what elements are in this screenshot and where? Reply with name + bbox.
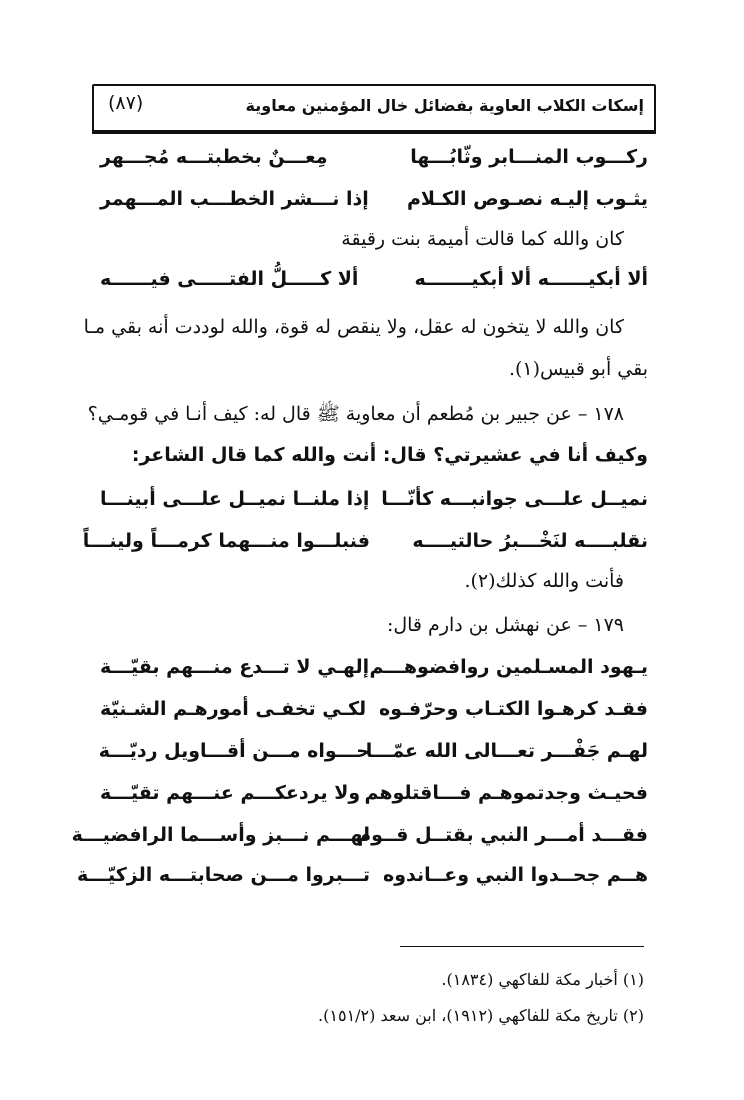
- verse-first-hemistich: نميــل علـــى جوانبـــه كأنّـــا: [381, 488, 648, 510]
- narration-178: ١٧٨ – عن جبير بن مُطعم أن معاوية ﷺ قال له: كيف أنـا في قومـي؟: [87, 403, 624, 425]
- verse-line: [82, 530, 648, 558]
- verse-second-hemistich: فنبلـــوا منـــهما كرمـــاً ولينـــاً: [82, 530, 370, 552]
- body-text-line: كان والله لا يتخون له عقل، ولا ينقص له قوة، والله لوددت أنه بقي مـا: [83, 316, 624, 338]
- verse-line: [100, 698, 648, 726]
- verse-first-hemistich: نقلبــــه لنَخْـــبرُ حالتيــــه: [412, 530, 648, 552]
- verse-first-hemistich: ركـــوب المنـــابر وثّابُـــها: [410, 146, 648, 168]
- verse-first-hemistich: فحيـث وجدتموهـم فـــاقتلوهم: [364, 782, 648, 804]
- verse-second-hemistich: تـــبروا مـــن صحابتـــه الزكيّـــة: [76, 864, 370, 886]
- verse-second-hemistich: إذا نـــشر الخطـــب المـــهمر: [100, 188, 369, 210]
- verse-line: [100, 782, 648, 810]
- page-header: [92, 84, 656, 134]
- verse-second-hemistich: لهـــم نـــبز وأســـما الرافضيـــة: [71, 824, 370, 846]
- footnote: (٢) تاريخ مكة للفاكهي (١٩١٢)، ابن سعد (١٥١/٢).: [318, 1006, 644, 1025]
- verse-second-hemistich: إلهـي لا تـــدع منـــهم بقيّـــة: [100, 656, 370, 678]
- page-number: (٨٧): [108, 92, 144, 114]
- verse-second-hemistich: ألا كـــــلُّ الفتـــــى فيــــــه: [100, 268, 359, 290]
- verse-first-hemistich: هــم جحــدوا النبي وعــاندوه: [382, 864, 648, 886]
- verse-line: [71, 824, 648, 852]
- verse-first-hemistich: فقـــد أمـــر النبي بقتــل قــوم: [357, 824, 648, 846]
- verse-line: [76, 864, 648, 892]
- body-text-line: وكيف أنا في عشيرتي؟ قال: أنت والله كما قال الشاعر:: [131, 444, 648, 466]
- verse-line: [100, 188, 648, 216]
- verse-line: [100, 740, 648, 768]
- verse-line: [100, 656, 648, 684]
- verse-second-hemistich: لكـي تخفـى أمورهـم الشـنيّة: [100, 698, 367, 720]
- verse-line: [100, 488, 648, 516]
- body-text-line: بقي أبو قبيس(١).: [508, 358, 648, 380]
- footnote: (١) أخبار مكة للفاكهي (١٨٣٤).: [441, 970, 644, 989]
- body-text-line: كان والله كما قالت أميمة بنت رقيقة: [341, 228, 624, 250]
- verse-line: [100, 268, 648, 296]
- body-text-line: فأنت والله كذلك(٢).: [464, 570, 624, 592]
- verse-first-hemistich: لهـم جَفْـــر تعـــالى الله عمّـــا: [365, 740, 648, 762]
- narration-179: ١٧٩ – عن نهشل بن دارم قال:: [386, 614, 624, 636]
- running-title: إسكات الكلاب العاوية بفضائل خال المؤمنين معاوية: [245, 96, 644, 115]
- footnote-separator: [400, 946, 644, 947]
- verse-second-hemistich: إذا ملنــا نميــل علـــى أبينـــا: [100, 488, 370, 510]
- verse-first-hemistich: يثـوب إليـه نصـوص الكـلام: [406, 188, 648, 210]
- verse-line: [100, 146, 648, 174]
- verse-second-hemistich: حـــواه مـــن أقـــاويل رديّـــة: [98, 740, 370, 762]
- verse-first-hemistich: فقـد كرهـوا الكتـاب وحرّفـوه: [379, 698, 648, 720]
- verse-second-hemistich: مِعـــنٌ بخطبتـــه مُجـــهر: [100, 146, 328, 168]
- verse-first-hemistich: يـهود المسـلمين روافضوهـــم: [369, 656, 648, 678]
- verse-second-hemistich: ولا يردعكـــم عنـــهم تقيّـــة: [100, 782, 361, 804]
- verse-first-hemistich: ألا أبكيــــــه ألا أبكيـــــــه: [414, 268, 648, 290]
